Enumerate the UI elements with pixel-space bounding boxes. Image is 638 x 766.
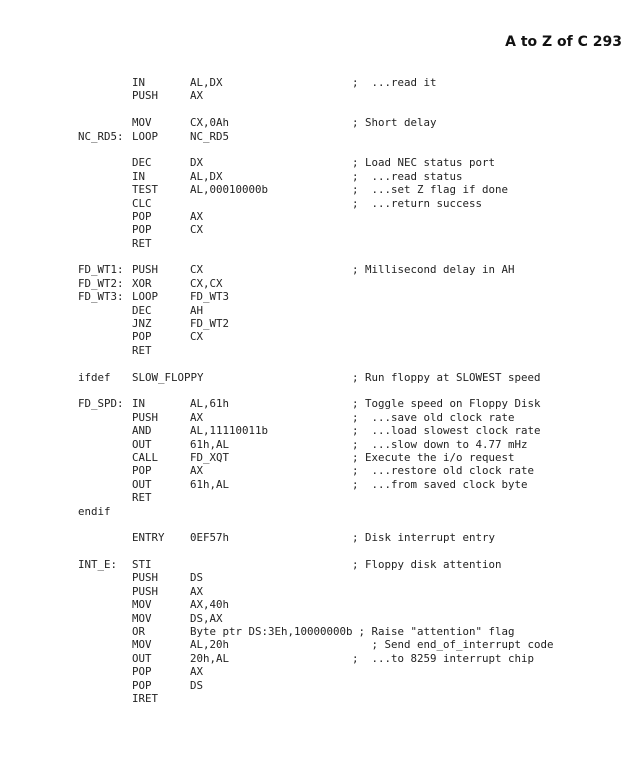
code-operand: AX,40h [190, 598, 230, 612]
code-opcode: RET [132, 236, 152, 250]
code-opcode: SLOW_FLOPPY [132, 370, 204, 384]
code-opcode: PUSH [132, 410, 159, 424]
code-operand: FD_WT3 [190, 290, 230, 304]
code-comment: ; Load NEC status port [352, 156, 496, 170]
code-label: endif [78, 504, 111, 518]
code-opcode: MOV [132, 638, 152, 652]
code-comment: ; ...set Z flag if done [352, 183, 509, 197]
code-line [78, 89, 554, 102]
code-opcode: JNZ [132, 317, 152, 331]
code-line [78, 170, 554, 183]
code-line [78, 665, 554, 678]
code-line [78, 679, 554, 692]
code-operand: DS,AX [190, 611, 223, 625]
code-opcode: RET [132, 343, 152, 357]
code-opcode: RET [132, 491, 152, 505]
code-operand: AX [190, 464, 204, 478]
code-operand: 61h,AL [190, 437, 230, 451]
code-operand: CX [190, 223, 204, 237]
code-line [78, 638, 554, 651]
code-line [78, 103, 554, 116]
code-operand: CX [190, 263, 204, 277]
code-opcode: IN [132, 76, 146, 89]
code-opcode: MOV [132, 611, 152, 625]
code-opcode: POP [132, 464, 152, 478]
code-line [78, 424, 554, 437]
code-opcode: POP [132, 665, 152, 679]
code-operand: AL,61h [190, 397, 230, 411]
code-comment: ; Raise "attention" flag [352, 625, 515, 639]
code-comment: ; ...restore old clock rate [352, 464, 535, 478]
code-operand: NC_RD5 [190, 129, 230, 143]
code-operand: AL,00010000b [190, 183, 269, 197]
code-operand: CX [190, 330, 204, 344]
code-comment: ; ...read status [352, 169, 463, 183]
code-label: NC_RD5: [78, 129, 124, 143]
code-line [78, 518, 554, 531]
code-label: FD_WT1: [78, 263, 124, 277]
code-opcode: POP [132, 223, 152, 237]
code-operand: DX [190, 156, 204, 170]
code-line [78, 210, 554, 223]
code-operand: AL,20h [190, 638, 230, 652]
page-header: A to Z of C 293 [505, 34, 622, 50]
code-opcode: MOV [132, 116, 152, 130]
code-operand: CX,0Ah [190, 116, 230, 130]
code-opcode: PUSH [132, 263, 159, 277]
code-line [78, 411, 554, 424]
code-opcode: LOOP [132, 290, 159, 304]
code-comment: ; ...read it [352, 76, 437, 89]
code-opcode: PUSH [132, 571, 159, 585]
code-opcode: PUSH [132, 89, 159, 103]
code-opcode: CLC [132, 196, 152, 210]
code-line [78, 598, 554, 611]
code-line [78, 505, 554, 518]
code-line [78, 304, 554, 317]
code-comment: ; Millisecond delay in AH [352, 263, 515, 277]
code-line [78, 491, 554, 504]
code-operand: AX [190, 410, 204, 424]
code-operand: AX [190, 89, 204, 103]
code-comment: ; ...load slowest clock rate [352, 424, 541, 438]
code-comment: ; ...slow down to 4.77 mHz [352, 437, 528, 451]
code-label: FD_SPD: [78, 397, 124, 411]
code-operand: AL,DX [190, 76, 223, 89]
code-opcode: POP [132, 330, 152, 344]
code-line [78, 625, 554, 638]
code-opcode: ENTRY [132, 531, 165, 545]
code-line [78, 571, 554, 584]
code-comment: ; ...from saved clock byte [352, 477, 528, 491]
code-opcode: POP [132, 209, 152, 223]
code-comment: ; ...return success [352, 196, 483, 210]
code-listing [78, 76, 554, 705]
code-line [78, 156, 554, 169]
code-comment: ; Execute the i/o request [352, 450, 515, 464]
code-comment: ; Floppy disk attention [352, 558, 502, 572]
code-comment: ; Send end_of_interrupt code [352, 638, 554, 652]
code-line [78, 263, 554, 276]
code-operand: CX,CX [190, 276, 223, 290]
code-opcode: IRET [132, 691, 159, 705]
code-line [78, 371, 554, 384]
code-line [78, 545, 554, 558]
code-operand: FD_XQT [190, 450, 230, 464]
code-line [78, 612, 554, 625]
code-line [78, 317, 554, 330]
code-opcode: IN [132, 169, 146, 183]
code-line [78, 692, 554, 705]
code-opcode: OUT [132, 437, 152, 451]
code-comment: ; Disk interrupt entry [352, 531, 496, 545]
code-opcode: XOR [132, 276, 152, 290]
code-opcode: DEC [132, 156, 152, 170]
code-line [78, 237, 554, 250]
code-comment: ; ...save old clock rate [352, 410, 515, 424]
code-line [78, 130, 554, 143]
code-label: FD_WT3: [78, 290, 124, 304]
code-label: INT_E: [78, 558, 118, 572]
code-opcode: DEC [132, 303, 152, 317]
code-label: ifdef [78, 370, 111, 384]
code-opcode: TEST [132, 183, 159, 197]
code-comment: ; Run floppy at SLOWEST speed [352, 370, 541, 384]
code-operand: DS [190, 571, 204, 585]
code-line [78, 451, 554, 464]
code-operand: AX [190, 584, 204, 598]
code-opcode: AND [132, 424, 152, 438]
code-line [78, 357, 554, 370]
code-operand: AX [190, 665, 204, 679]
code-line [78, 464, 554, 477]
code-comment: ; ...to 8259 interrupt chip [352, 651, 535, 665]
code-operand: 0EF57h [190, 531, 230, 545]
code-opcode: OUT [132, 651, 152, 665]
code-operand: FD_WT2 [190, 317, 230, 331]
code-line [78, 183, 554, 196]
code-operand: 61h,AL [190, 477, 230, 491]
code-line [78, 531, 554, 544]
code-line [78, 223, 554, 236]
code-opcode: OUT [132, 477, 152, 491]
code-opcode: OR [132, 625, 146, 639]
code-line [78, 277, 554, 290]
code-line [78, 397, 554, 410]
code-line [78, 330, 554, 343]
code-opcode: CALL [132, 450, 159, 464]
code-opcode: LOOP [132, 129, 159, 143]
code-operand: 20h,AL [190, 651, 230, 665]
code-operand: Byte ptr DS:3Eh,10000000b [190, 625, 353, 639]
code-opcode: PUSH [132, 584, 159, 598]
code-opcode: IN [132, 397, 146, 411]
code-comment: ; Short delay [352, 116, 437, 130]
code-operand: AL,DX [190, 169, 223, 183]
code-operand: AH [190, 303, 204, 317]
code-line [78, 384, 554, 397]
code-line [78, 76, 554, 89]
code-line [78, 652, 554, 665]
code-line [78, 344, 554, 357]
code-line [78, 438, 554, 451]
code-line [78, 558, 554, 571]
code-line [78, 478, 554, 491]
code-line [78, 116, 554, 129]
code-line [78, 250, 554, 263]
code-label: FD_WT2: [78, 276, 124, 290]
code-line [78, 290, 554, 303]
code-line [78, 585, 554, 598]
code-opcode: MOV [132, 598, 152, 612]
code-opcode: POP [132, 678, 152, 692]
code-opcode: STI [132, 558, 152, 572]
code-operand: AL,11110011b [190, 424, 269, 438]
code-line [78, 143, 554, 156]
code-operand: DS [190, 678, 204, 692]
code-comment: ; Toggle speed on Floppy Disk [352, 397, 541, 411]
code-line [78, 197, 554, 210]
code-operand: AX [190, 209, 204, 223]
